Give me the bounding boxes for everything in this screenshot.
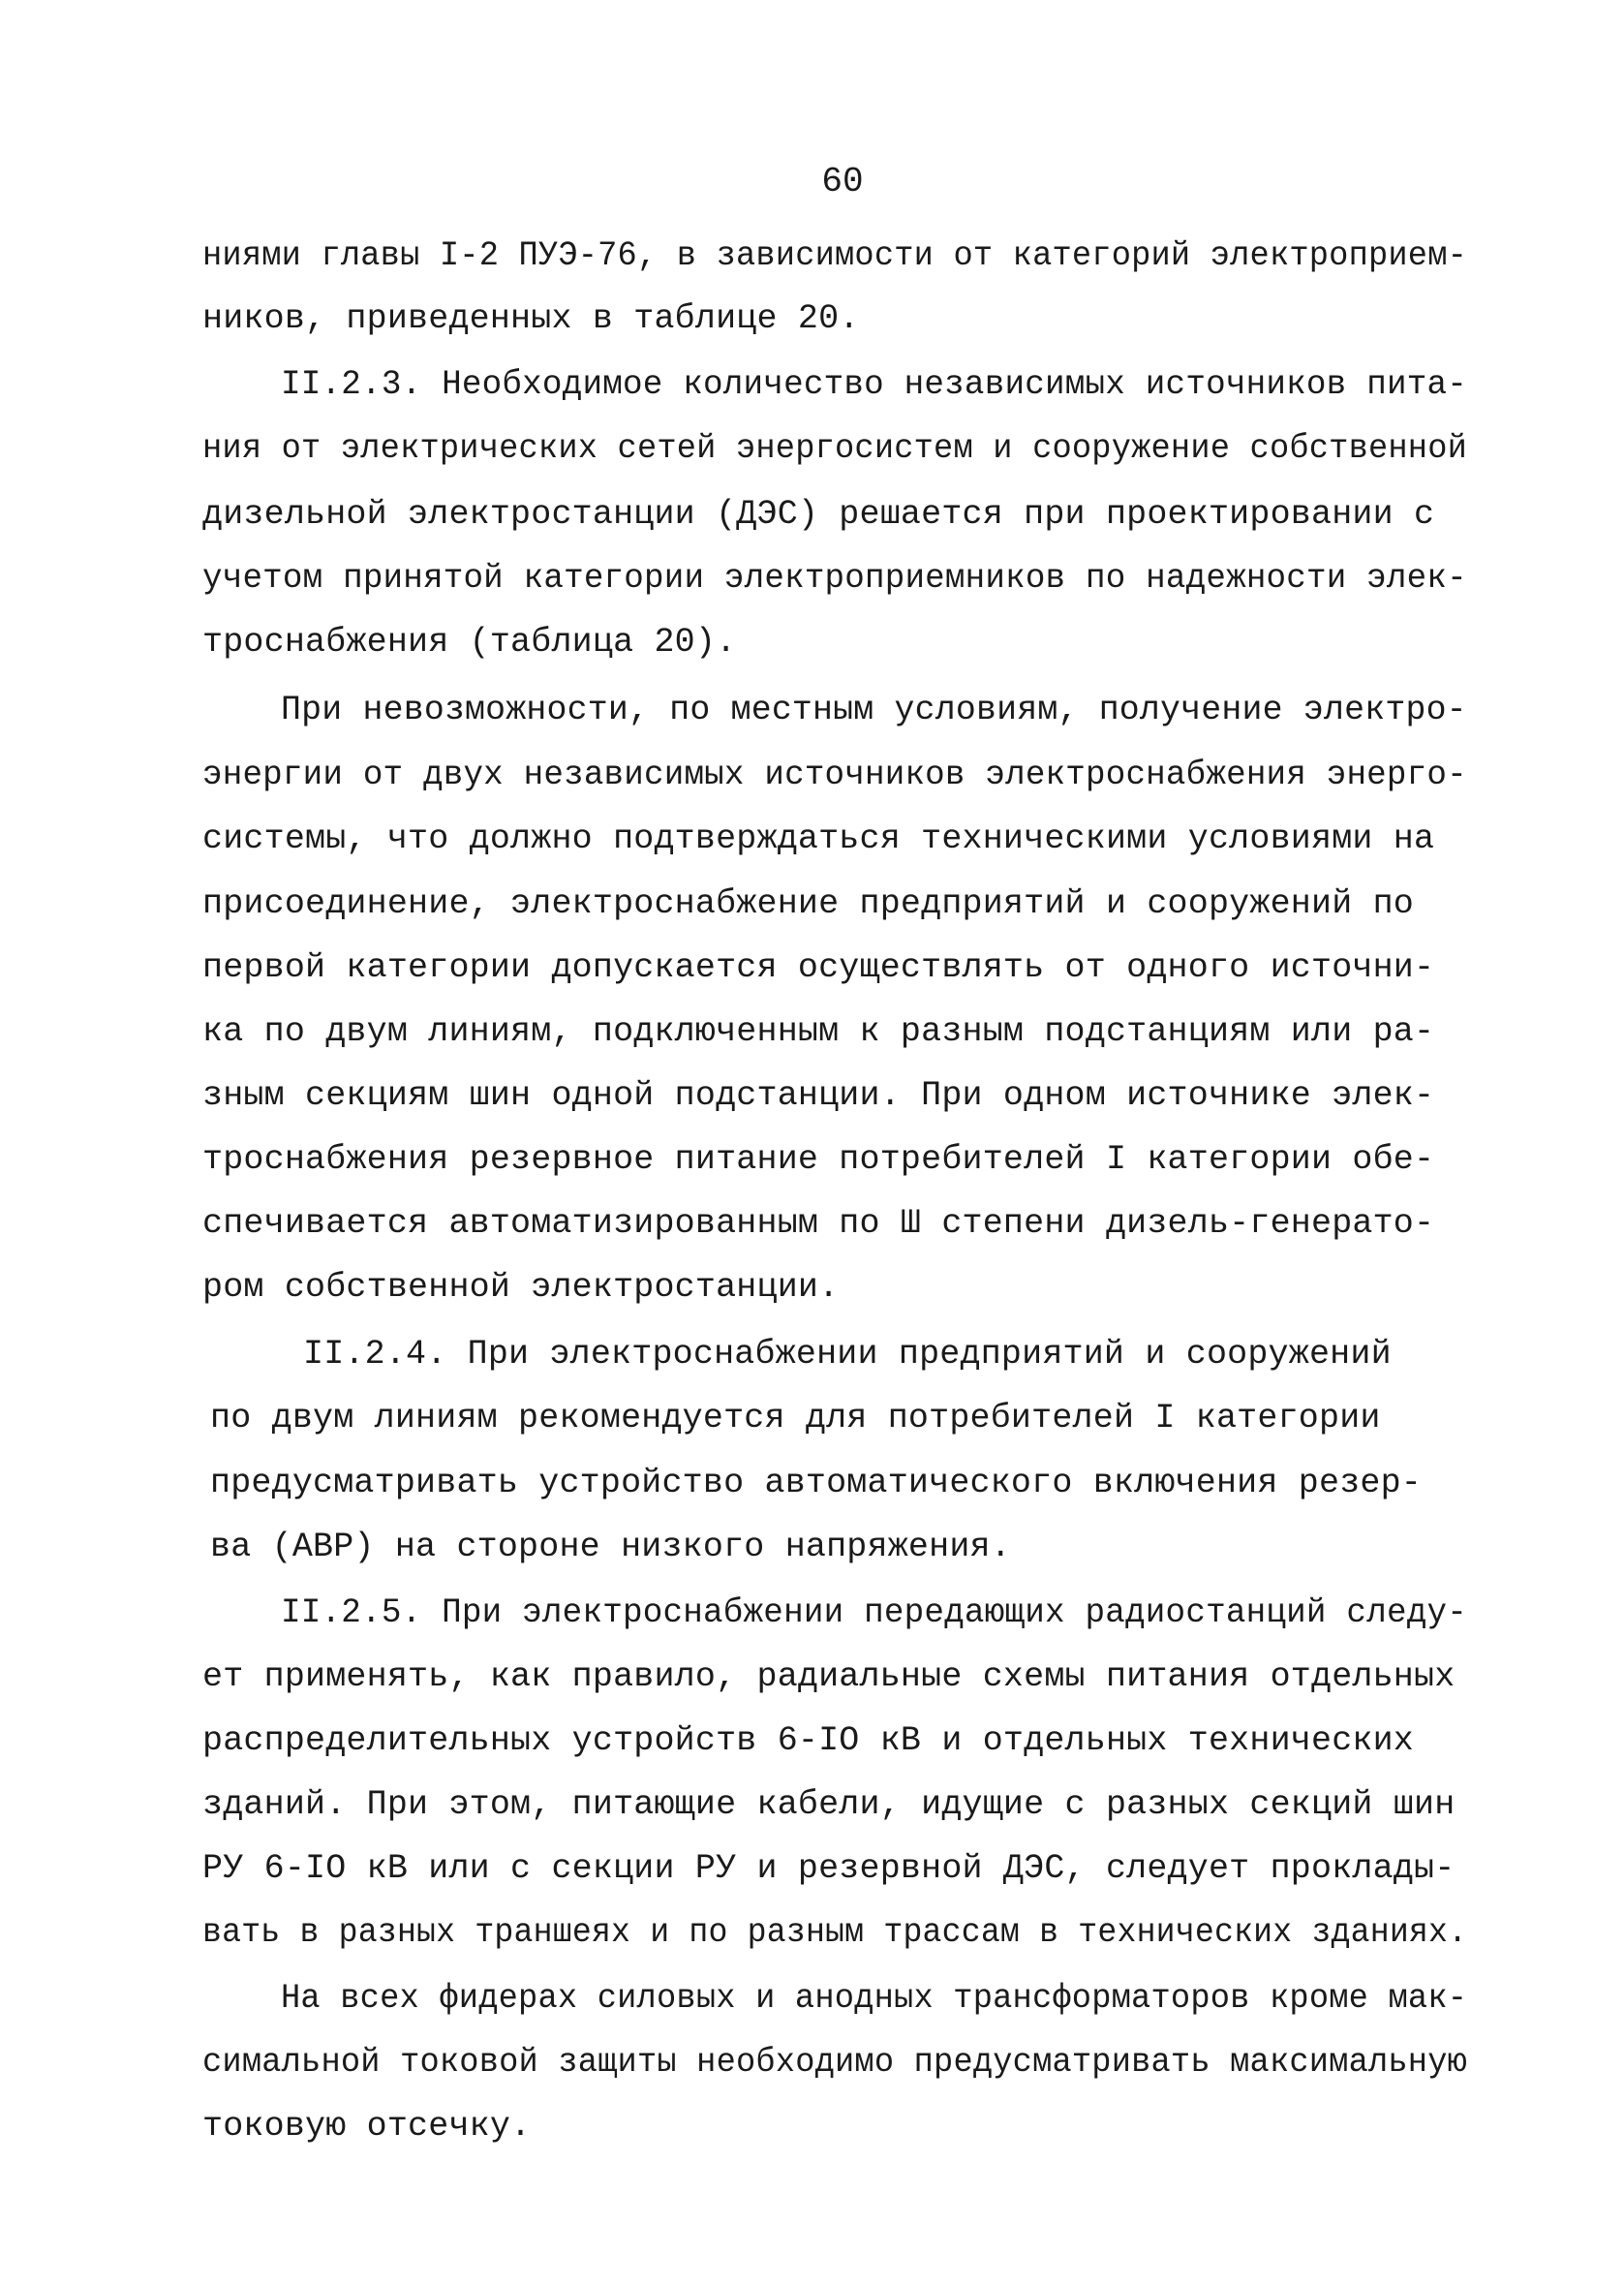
text-line: троснабжения резервное питание потребителей I категории обе- (202, 1140, 1435, 1179)
text-line: II.2.3. Необходимое количество независимых источников пита- (281, 365, 1468, 404)
text-line: зным секциям шин одной подстанции. При одном источнике элек- (202, 1076, 1435, 1115)
text-line: ния от электрических сетей энергосистем и сооружение собственной (202, 429, 1468, 468)
text-line: распределительных устройств 6-IO кВ и отдельных технических (202, 1721, 1415, 1760)
text-line: ников, приведенных в таблице 20. (202, 299, 860, 338)
text-line: учетом принятой категории электроприемников по надежности элек- (202, 559, 1467, 598)
text-line: вать в разных траншеях и по разным трассам в технических зданиях. (202, 1913, 1468, 1952)
text-line: ка по двум линиям, подключенным к разным подстанциям или ра- (202, 1012, 1435, 1051)
text-line: первой категории допускается осуществлять от одного источни- (202, 948, 1435, 987)
text-line: II.2.5. При электроснабжении передающих радиостанций следу- (281, 1593, 1468, 1632)
text-line: ром собственной электростанции. (202, 1268, 840, 1307)
text-line: зданий. При этом, питающие кабели, идущие с разных секций шин (202, 1785, 1455, 1824)
text-line: спечивается автоматизированным по Ш степени дизель-генерато- (202, 1204, 1435, 1243)
text-line: дизельной электростанции (ДЭС) решается при проектировании с (202, 495, 1435, 534)
text-line: II.2.4. При электроснабжении предприятий и сооружений (303, 1335, 1392, 1374)
text-line: симальной токовой защиты необходимо предусматривать максимальную (202, 2043, 1468, 2082)
page-number: 60 (821, 162, 864, 201)
text-line: При невозможности, по местным условиям, получение электро- (281, 691, 1467, 729)
text-line: ет применять, как правило, радиальные схемы питания отдельных (202, 1657, 1455, 1696)
text-line: токовую отсечку. (202, 2107, 532, 2146)
text-line: энергии от двух независимых источников электроснабжения энерго- (202, 756, 1467, 794)
text-line: РУ 6-IO кВ или с секции РУ и резервной ДЭС, следует проклады- (202, 1849, 1455, 1888)
text-line: присоединение, электроснабжение предприятий и сооружений по (202, 884, 1415, 923)
text-line: системы, что должно подтверждаться техническими условиями на (202, 819, 1435, 858)
text-line: предусматривать устройство автоматического включения резер- (210, 1464, 1423, 1502)
text-line: по двум линиям рекомендуется для потребителей I категории (210, 1399, 1381, 1437)
text-line: ниями главы I-2 ПУЭ-76, в зависимости от категорий электроприем- (202, 236, 1468, 275)
text-line: троснабжения (таблица 20). (202, 623, 737, 662)
text-line: ва (АВР) на стороне низкого напряжения. (210, 1528, 1011, 1566)
text-line: На всех фидерах силовых и анодных трансформаторов кроме мак- (281, 1979, 1468, 2018)
